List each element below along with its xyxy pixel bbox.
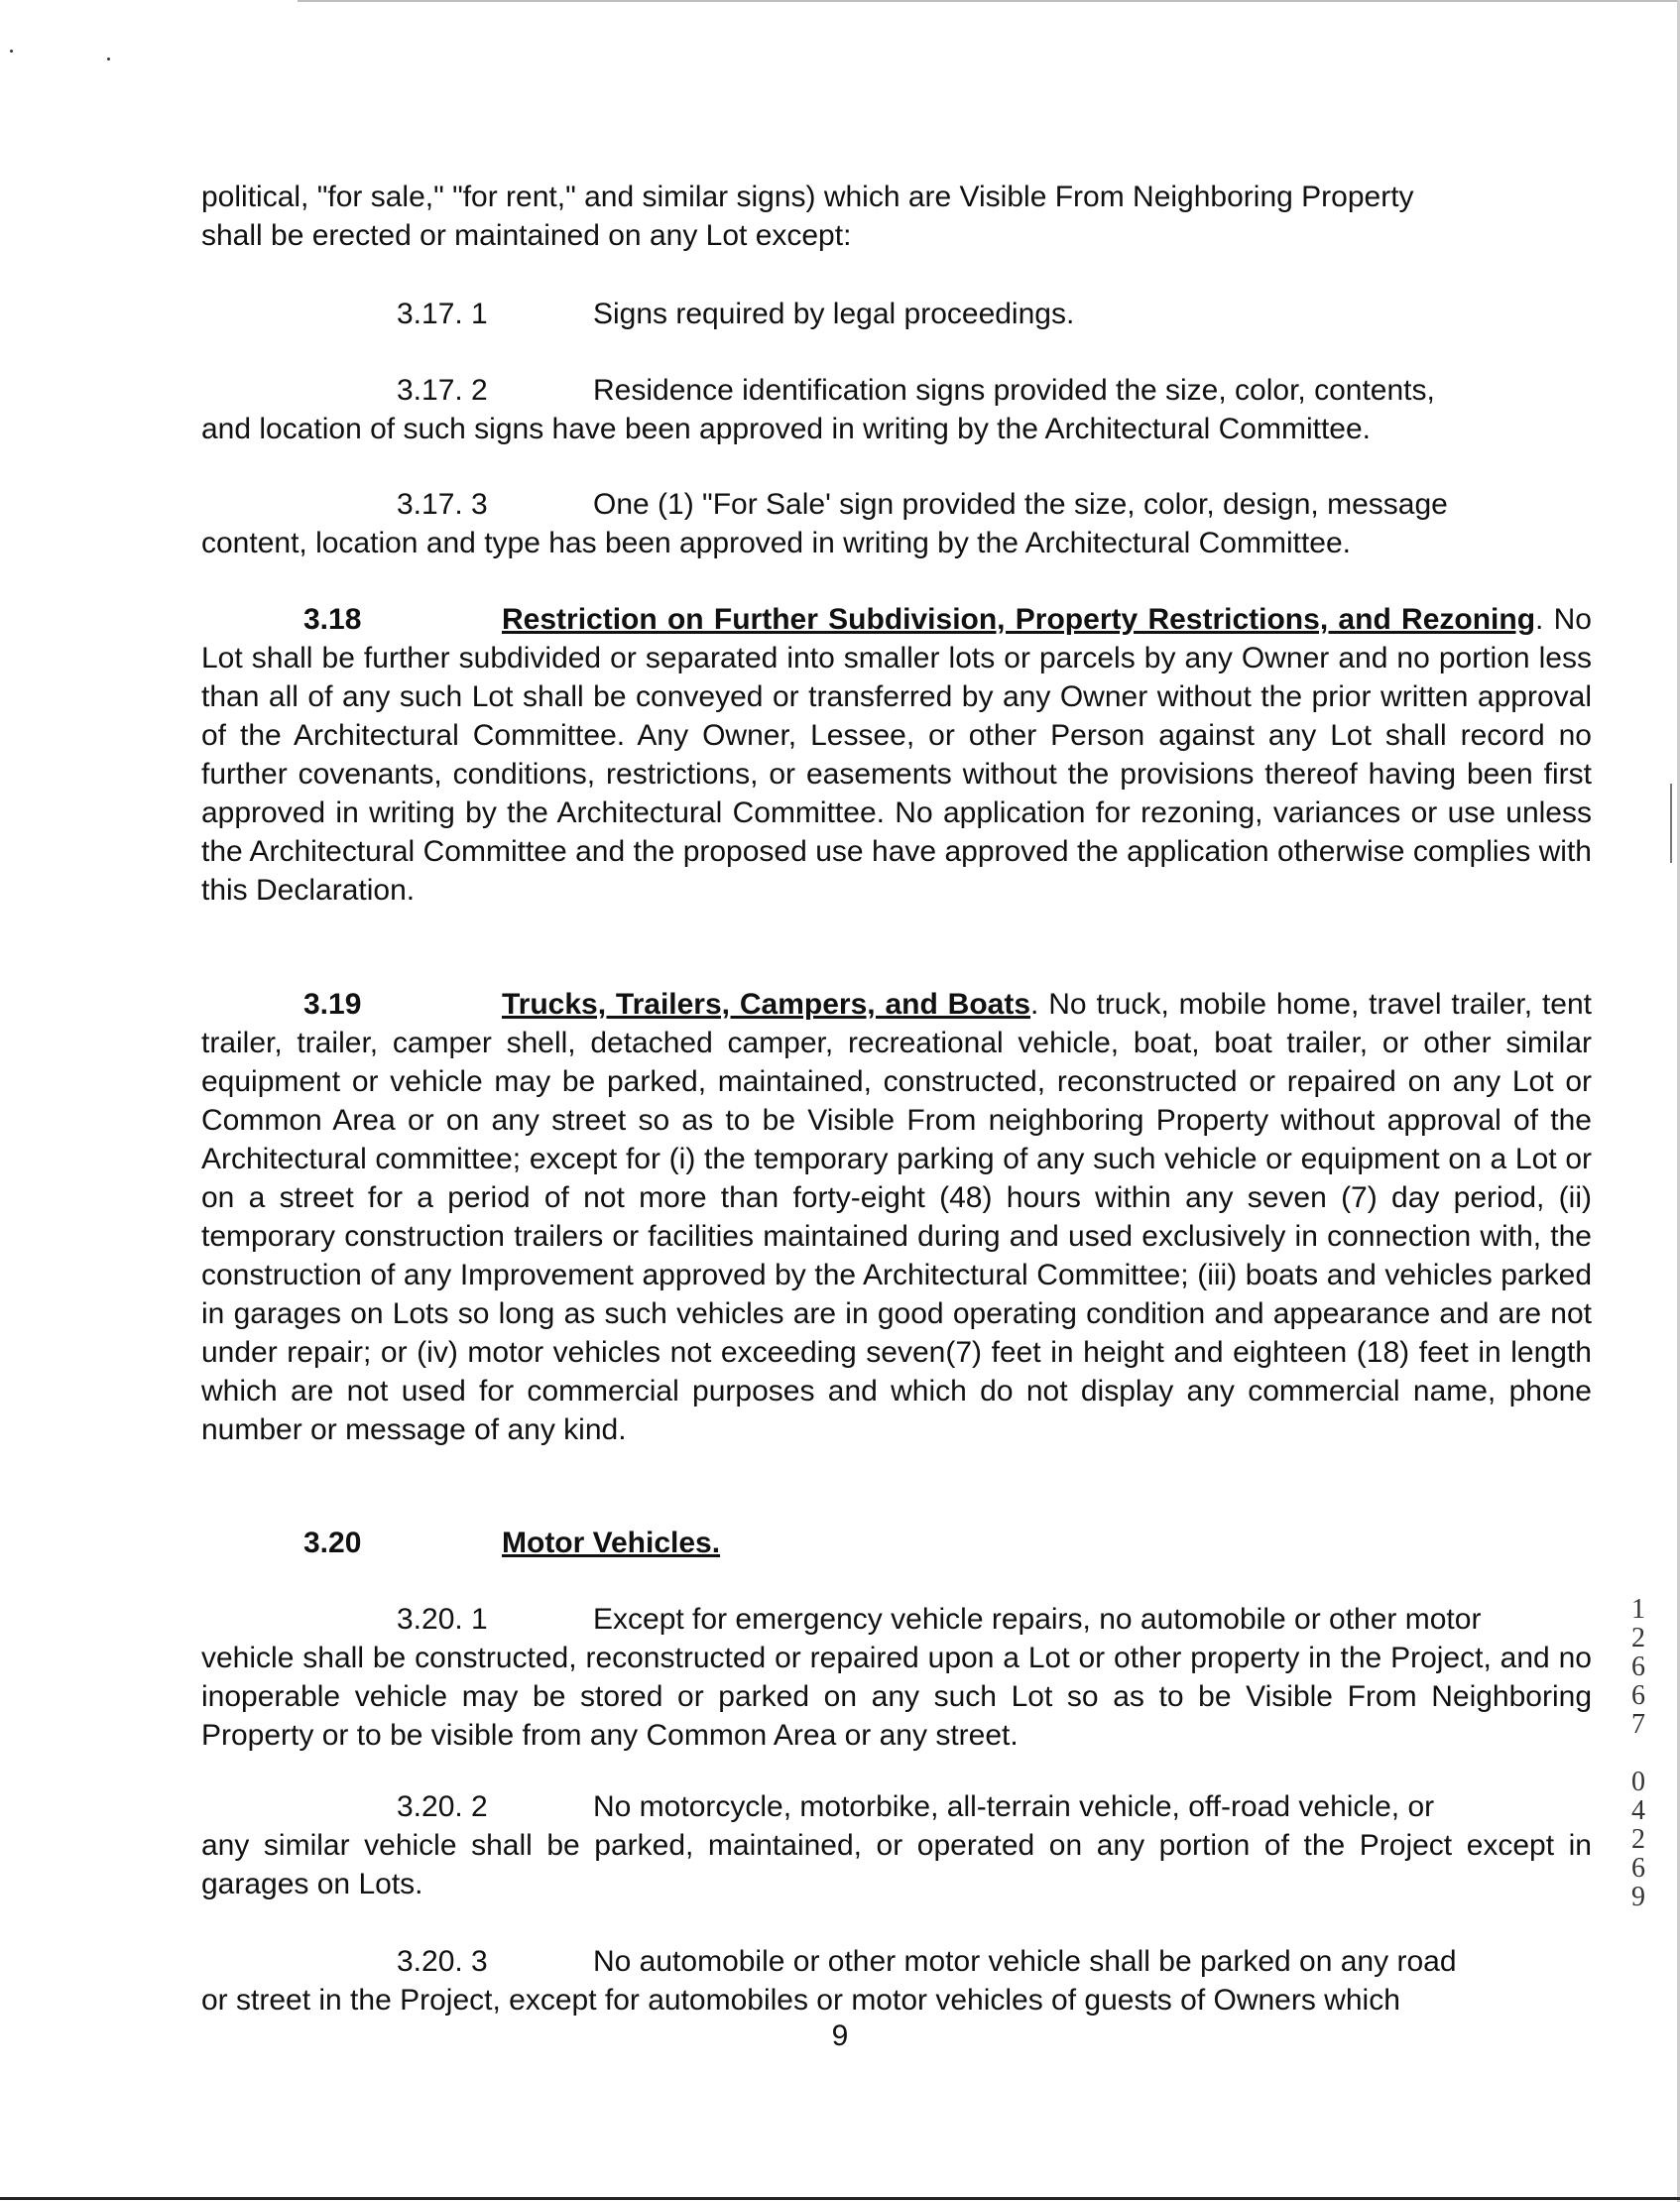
stamp-digit: 0 (1631, 1767, 1645, 1797)
section-3-17-3 (201, 485, 1592, 562)
section-number: 3.20. 2 (397, 1790, 488, 1823)
section-3-20-2 (201, 1787, 1592, 1903)
section-heading: Motor Vehicles. (502, 1527, 721, 1559)
section-text-line-2: and location of such signs have been approved in writing by the Architectural Committee. (201, 413, 1371, 445)
scan-right-mark (1670, 784, 1672, 863)
scan-bottom-edge (0, 2197, 1680, 2200)
section-text: Signs required by legal proceedings. (593, 298, 1075, 330)
section-text-line-1: No motorcycle, motorbike, all-terrain vehicle, off-road vehicle, or (593, 1790, 1435, 1823)
section-number: 3.20. 1 (397, 1603, 488, 1636)
stamp-digit: 6 (1631, 1680, 1645, 1711)
stamp-gap (1623, 1739, 1653, 1768)
scan-speck (10, 50, 13, 53)
page-number: 9 (831, 2019, 849, 2052)
section-text-line-1: One (1) "For Sale' sign provided the size, color, design, message (593, 488, 1448, 521)
stamp-digit: 2 (1631, 1824, 1645, 1855)
stamp-digit: 6 (1631, 1652, 1645, 1682)
section-body: . No truck, mobile home, travel trailer, tent trailer, trailer, camper shell, detached camper, recreational vehicle, boat, boat trailer, or other similar equipment or vehicle may be parked, maintained, constructed, reconstructed or repaired on any Lot or Common Area or on any street so as to be Visible From neighboring Property without approval of the Architectural committee; except for (i) the temporary parking of any such vehicle or equipment on a Lot or on a street for a period of not more than forty-eight (48) hours within any seven (7) day period, (ii) temporary construction trailers or facilities maintained during and used exclusively in connection with, the construction of any Improvement approved by the Architectural Committee; (iii) boats and vehicles parked in garages on Lots so long as such vehicles are in good operating condition and appearance and are not under repair; or (iv) motor vehicles not exceeding seven(7) feet in height and eighteen (18) feet in length which are not used for commercial purposes and which do not display any commercial name, phone number or message of any kind. (201, 988, 1592, 1446)
stamp-digit: 4 (1631, 1795, 1645, 1826)
margin-recording-stamp (1623, 1595, 1653, 1911)
scan-top-edge (298, 0, 1680, 2)
section-number: 3.17. 2 (397, 374, 488, 407)
stamp-digit: 9 (1631, 1882, 1645, 1912)
intro-paragraph (201, 178, 1592, 255)
section-text-line-1: Residence identification signs provided the size, color, contents, (593, 374, 1435, 407)
section-text-line-2: or street in the Project, except for automobiles or motor vehicles of guests of Owners which (201, 1984, 1400, 2017)
section-3-17-1 (201, 295, 1592, 333)
section-body: . No Lot shall be further subdivided or separated into smaller lots or parcels by any Owner and no portion less than all of any such Lot shall be conveyed or transferred by any Owner without the prior written approval of the Architectural Committee. Any Owner, Lessee, or other Person against any Lot shall record no further covenants, conditions, restrictions, or easements without the provisions thereof having been first approved in writing by the Architectural Committee. No application for rezoning, variances or use unless the Architectural Committee and the proposed use have approved the application otherwise complies with this Declaration. (201, 603, 1592, 907)
stamp-digit: 7 (1631, 1709, 1645, 1740)
section-number: 3.18 (303, 603, 362, 636)
section-3-17-2 (201, 371, 1592, 448)
stamp-digit: 2 (1631, 1623, 1645, 1653)
stamp-digit: 6 (1631, 1853, 1645, 1884)
section-3-19 (201, 985, 1592, 1449)
intro-line-1: political, "for sale," "for rent," and similar signs) which are Visible From Neighboring Property (201, 181, 1414, 213)
section-3-18 (201, 600, 1592, 910)
scan-speck (107, 58, 110, 61)
section-heading: Restriction on Further Subdivision, Property Restrictions, and Rezoning (502, 603, 1536, 636)
section-number: 3.17. 3 (397, 488, 488, 521)
section-text-rest: any similar vehicle shall be parked, maintained, or operated on any portion of the Project except in garages on Lots. (201, 1829, 1592, 1900)
section-text-line-1: Except for emergency vehicle repairs, no automobile or other motor (593, 1603, 1482, 1636)
section-text-line-2: content, location and type has been approved in writing by the Architectural Committee. (201, 527, 1351, 559)
section-3-20-3 (201, 1942, 1592, 2019)
section-3-20-1 (201, 1600, 1592, 1755)
stamp-digit: 1 (1631, 1594, 1645, 1625)
section-number: 3.19 (303, 988, 362, 1021)
section-3-20 (201, 1524, 1592, 1562)
section-text-line-1: No automobile or other motor vehicle shall be parked on any road (593, 1945, 1457, 1978)
section-number: 3.20. 3 (397, 1945, 488, 1978)
intro-line-2: shall be erected or maintained on any Lot except: (201, 219, 852, 252)
section-heading: Trucks, Trailers, Campers, and Boats (502, 988, 1031, 1021)
section-text-rest: vehicle shall be constructed, reconstructed or repaired upon a Lot or other property in the Project, and no inoperable vehicle may be stored or parked on any such Lot so as to be Visible From Neighboring Property or to be visible from any Common Area or any street. (201, 1642, 1592, 1752)
section-number: 3.20 (303, 1527, 362, 1559)
section-number: 3.17. 1 (397, 298, 488, 330)
